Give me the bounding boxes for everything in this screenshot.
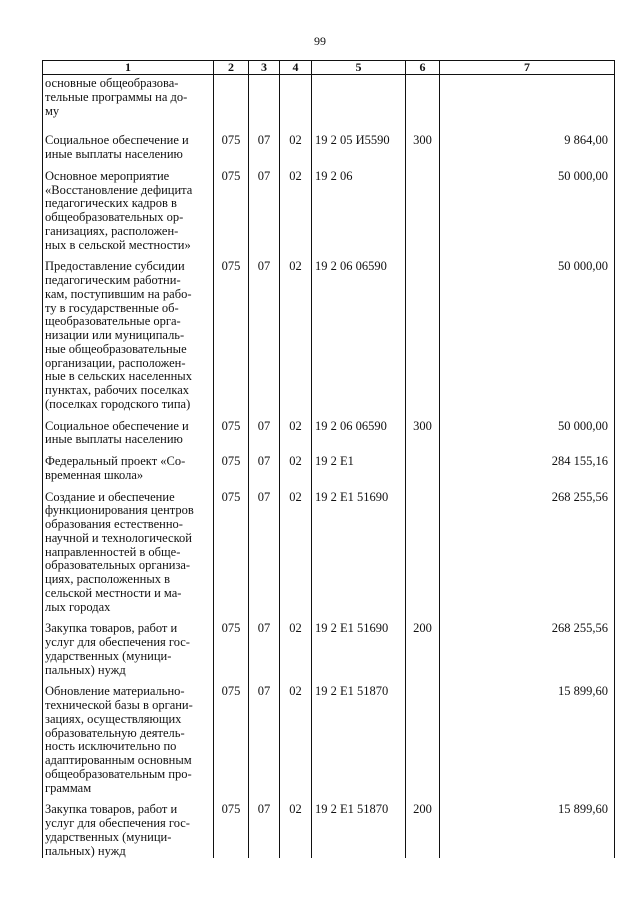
item-name-cell: Создание и обеспечение функционирования центров образования естественно- научной и технологической направленностей в обще- образовательных организа- циях, расположенных в сельской местности и ма- лых городах [43, 483, 214, 615]
amount-cell: 50 000,00 [440, 252, 615, 411]
amount-cell: 15 899,60 [440, 677, 615, 795]
amount-cell: 9 864,00 [440, 126, 615, 162]
admin-code-cell: 075 [214, 252, 249, 411]
table-row [43, 447, 615, 483]
column-header-4: 4 [280, 61, 312, 75]
column-header-3: 3 [249, 61, 280, 75]
expense-type-cell [406, 252, 440, 411]
target-article-cell: 19 2 E1 [312, 447, 406, 483]
expense-type-cell: 200 [406, 795, 440, 858]
expense-type-cell: 300 [406, 126, 440, 162]
amount-cell: 268 255,56 [440, 483, 615, 615]
table-row [43, 412, 615, 448]
subsection-code-cell: 02 [280, 795, 312, 858]
section-code-cell: 07 [249, 252, 280, 411]
item-name-cell: Закупка товаров, работ и услуг для обеспечения гос- ударственных (муници- пальных) нужд [43, 614, 214, 677]
header-row [43, 61, 615, 75]
item-name-cell: Федеральный проект «Со- временная школа» [43, 447, 214, 483]
target-article-cell: 19 2 E1 51870 [312, 677, 406, 795]
target-article-cell: 19 2 E1 51690 [312, 614, 406, 677]
target-article-cell: 19 2 E1 51870 [312, 795, 406, 858]
subsection-code-cell: 02 [280, 162, 312, 253]
section-code-cell: 07 [249, 412, 280, 448]
amount-cell [440, 75, 615, 127]
page-number: 99 [314, 34, 326, 48]
table-row [43, 126, 615, 162]
table-row [43, 614, 615, 677]
target-article-cell: 19 2 06 [312, 162, 406, 253]
table-row [43, 677, 615, 795]
item-name-cell: основные общеобразова- тельные программы на до- му [43, 75, 214, 127]
budget-table [42, 60, 615, 858]
admin-code-cell: 075 [214, 483, 249, 615]
amount-cell: 284 155,16 [440, 447, 615, 483]
item-name-cell: Закупка товаров, работ и услуг для обеспечения гос- ударственных (муници- пальных) нужд [43, 795, 214, 858]
amount-cell: 268 255,56 [440, 614, 615, 677]
section-code-cell: 07 [249, 483, 280, 615]
subsection-code-cell [280, 75, 312, 127]
item-name-cell: Основное мероприятие «Восстановление дефицита педагогических кадров в общеобразовательных ор- ганизациях, расположен- ных в сельской местности» [43, 162, 214, 253]
section-code-cell [249, 75, 280, 127]
admin-code-cell: 075 [214, 447, 249, 483]
table-row [43, 75, 615, 127]
target-article-cell: 19 2 06 06590 [312, 252, 406, 411]
subsection-code-cell: 02 [280, 447, 312, 483]
target-article-cell: 19 2 E1 51690 [312, 483, 406, 615]
column-header-2: 2 [214, 61, 249, 75]
table-row [43, 162, 615, 253]
admin-code-cell [214, 75, 249, 127]
item-name-cell: Обновление материально- технической базы в органи- зациях, осуществляющих образовательную деятель- ность исключительно по адаптированным основным общеобразовательным про- граммам [43, 677, 214, 795]
column-header-6: 6 [406, 61, 440, 75]
expense-type-cell [406, 677, 440, 795]
section-code-cell: 07 [249, 677, 280, 795]
subsection-code-cell: 02 [280, 126, 312, 162]
expense-type-cell: 200 [406, 614, 440, 677]
section-code-cell: 07 [249, 126, 280, 162]
expense-type-cell: 300 [406, 412, 440, 448]
target-article-cell [312, 75, 406, 127]
column-header-1: 1 [43, 61, 214, 75]
admin-code-cell: 075 [214, 614, 249, 677]
table-row [43, 252, 615, 411]
admin-code-cell: 075 [214, 412, 249, 448]
amount-cell: 15 899,60 [440, 795, 615, 858]
amount-cell: 50 000,00 [440, 162, 615, 253]
item-name-cell: Предоставление субсидии педагогическим работни- кам, поступившим на рабо- ту в государственные об- щеобразовательные орга- низации или муниципаль- ные общеобразовательные организации, расположен- ные в сельских населенных пунктах, рабочих поселках (поселках городского типа) [43, 252, 214, 411]
item-name-cell: Социальное обеспечение и иные выплаты населению [43, 126, 214, 162]
column-header-7: 7 [440, 61, 615, 75]
section-code-cell: 07 [249, 614, 280, 677]
target-article-cell: 19 2 05 И5590 [312, 126, 406, 162]
expense-type-cell [406, 162, 440, 253]
expense-type-cell [406, 75, 440, 127]
table-row [43, 795, 615, 858]
admin-code-cell: 075 [214, 795, 249, 858]
admin-code-cell: 075 [214, 677, 249, 795]
admin-code-cell: 075 [214, 162, 249, 253]
amount-cell: 50 000,00 [440, 412, 615, 448]
column-header-5: 5 [312, 61, 406, 75]
admin-code-cell: 075 [214, 126, 249, 162]
expense-type-cell [406, 483, 440, 615]
subsection-code-cell: 02 [280, 483, 312, 615]
section-code-cell: 07 [249, 162, 280, 253]
item-name-cell: Социальное обеспечение и иные выплаты населению [43, 412, 214, 448]
target-article-cell: 19 2 06 06590 [312, 412, 406, 448]
table-body [43, 75, 615, 859]
subsection-code-cell: 02 [280, 614, 312, 677]
table-row [43, 483, 615, 615]
subsection-code-cell: 02 [280, 252, 312, 411]
subsection-code-cell: 02 [280, 677, 312, 795]
section-code-cell: 07 [249, 447, 280, 483]
subsection-code-cell: 02 [280, 412, 312, 448]
expense-type-cell [406, 447, 440, 483]
section-code-cell: 07 [249, 795, 280, 858]
